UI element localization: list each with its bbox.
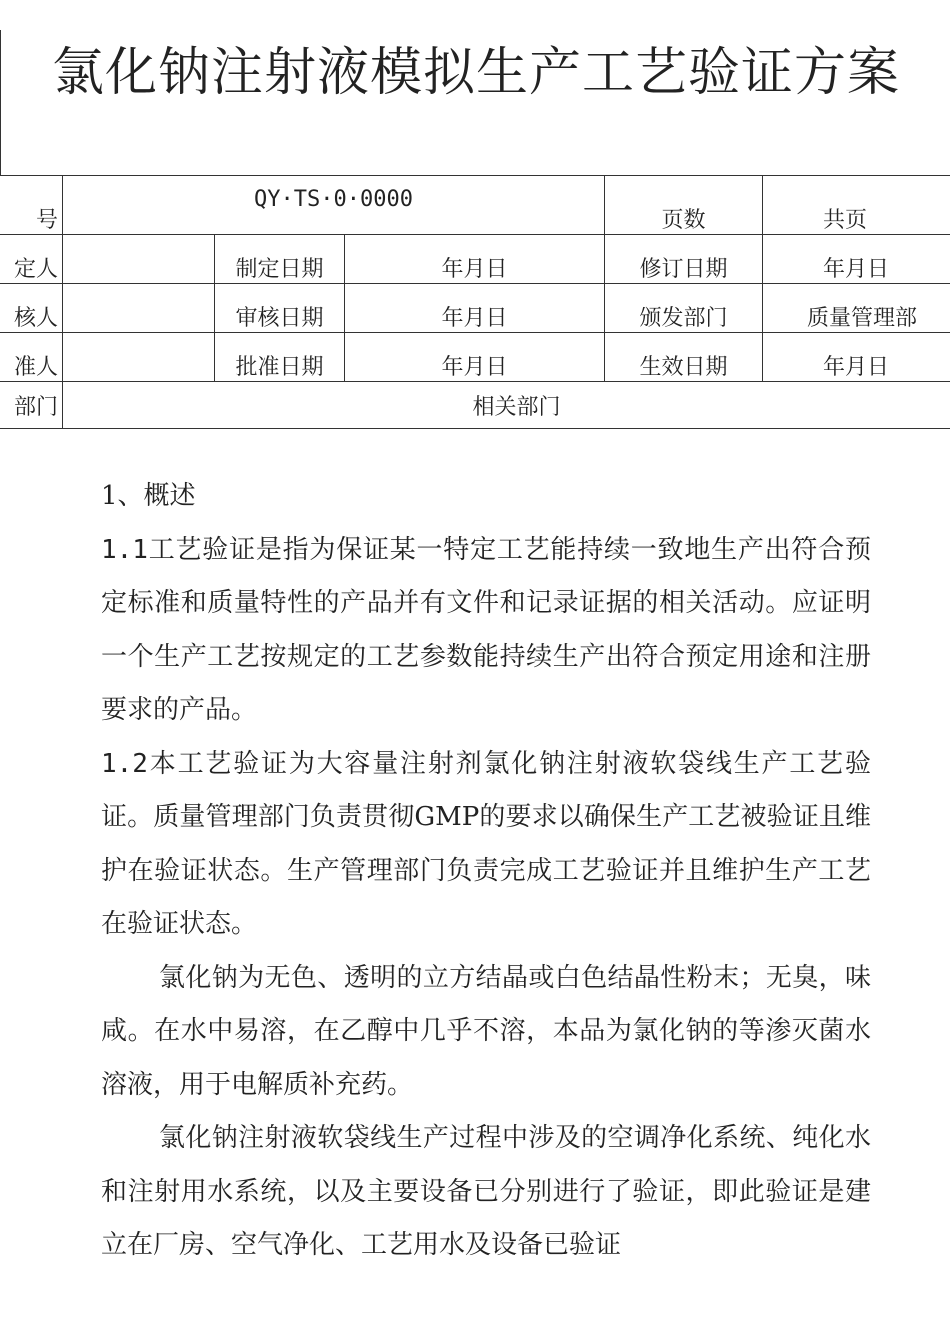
pages-label: 页数 bbox=[605, 176, 763, 235]
paragraph-text: 本工艺验证为大容量注射剂氯化钠注射液软袋线生产工艺验证。质量管理部门负责贯彻GMP的要求以确保生产工艺被验证且维护在验证状态。生产管理部门负责完成工艺验证并且维护生产工艺在验证状态。 bbox=[101, 748, 871, 939]
document-body bbox=[101, 470, 871, 1273]
reviewer-label: 核人 bbox=[0, 284, 63, 333]
meta-row-reviewer bbox=[0, 284, 950, 333]
author-value bbox=[63, 235, 215, 284]
paragraph-number: 1.2 bbox=[101, 748, 148, 779]
meta-row-approver bbox=[0, 333, 950, 382]
section-heading-overview: 1、概述 bbox=[101, 481, 196, 511]
author-label: 定人 bbox=[0, 235, 63, 284]
issuing-dept-label: 颁发部门 bbox=[605, 284, 763, 333]
approver-label: 准人 bbox=[0, 333, 63, 382]
effective-date-value: 年月日 bbox=[763, 333, 950, 382]
review-date-label: 审核日期 bbox=[215, 284, 345, 333]
reviewer-value bbox=[63, 284, 215, 333]
create-date-label: 制定日期 bbox=[215, 235, 345, 284]
departments-value: 相关部门 bbox=[63, 382, 950, 429]
issuing-dept-value: 质量管理部 bbox=[763, 284, 950, 333]
meta-row-departments bbox=[0, 382, 950, 429]
pages-value: 共页 bbox=[763, 176, 950, 235]
paragraph-number: 1.1 bbox=[101, 534, 148, 565]
paragraph-sodium-chloride-description: 氯化钠为无色、透明的立方结晶或白色结晶性粉末；无臭，味咸。在水中易溶，在乙醇中几乎不溶，本品为氯化钠的等渗灭菌水溶液，用于电解质补充药。 bbox=[101, 962, 871, 1100]
paragraph-1-2 bbox=[101, 738, 871, 952]
doc-number-value: QY·TS·0·0000 bbox=[63, 176, 605, 235]
paragraph-1-1 bbox=[101, 524, 871, 738]
document-title: 氯化钠注射液模拟生产工艺验证方案 bbox=[51, 43, 900, 103]
approver-value bbox=[63, 333, 215, 382]
document-meta-table bbox=[0, 175, 950, 429]
meta-row-number bbox=[0, 176, 950, 235]
effective-date-label: 生效日期 bbox=[605, 333, 763, 382]
meta-row-author bbox=[0, 235, 950, 284]
review-date-value: 年月日 bbox=[345, 284, 605, 333]
title-box bbox=[0, 30, 950, 175]
paragraph-text: 工艺验证是指为保证某一特定工艺能持续一致地生产出符合预定标准和质量特性的产品并有文件和记录证据的相关活动。应证明一个生产工艺按规定的工艺参数能持续生产出符合预定用途和注册要求的产品。 bbox=[101, 534, 871, 725]
create-date-value: 年月日 bbox=[345, 235, 605, 284]
revision-date-label: 修订日期 bbox=[605, 235, 763, 284]
approve-date-label: 批准日期 bbox=[215, 333, 345, 382]
paragraph-validation-basis: 氯化钠注射液软袋线生产过程中涉及的空调净化系统、纯化水和注射用水系统，以及主要设备已分别进行了验证，即此验证是建立在厂房、空气净化、工艺用水及设备已验证 bbox=[101, 1123, 871, 1260]
doc-number-label: 号 bbox=[0, 176, 63, 235]
revision-date-value: 年月日 bbox=[763, 235, 950, 284]
departments-label: 部门 bbox=[0, 382, 63, 429]
approve-date-value: 年月日 bbox=[345, 333, 605, 382]
